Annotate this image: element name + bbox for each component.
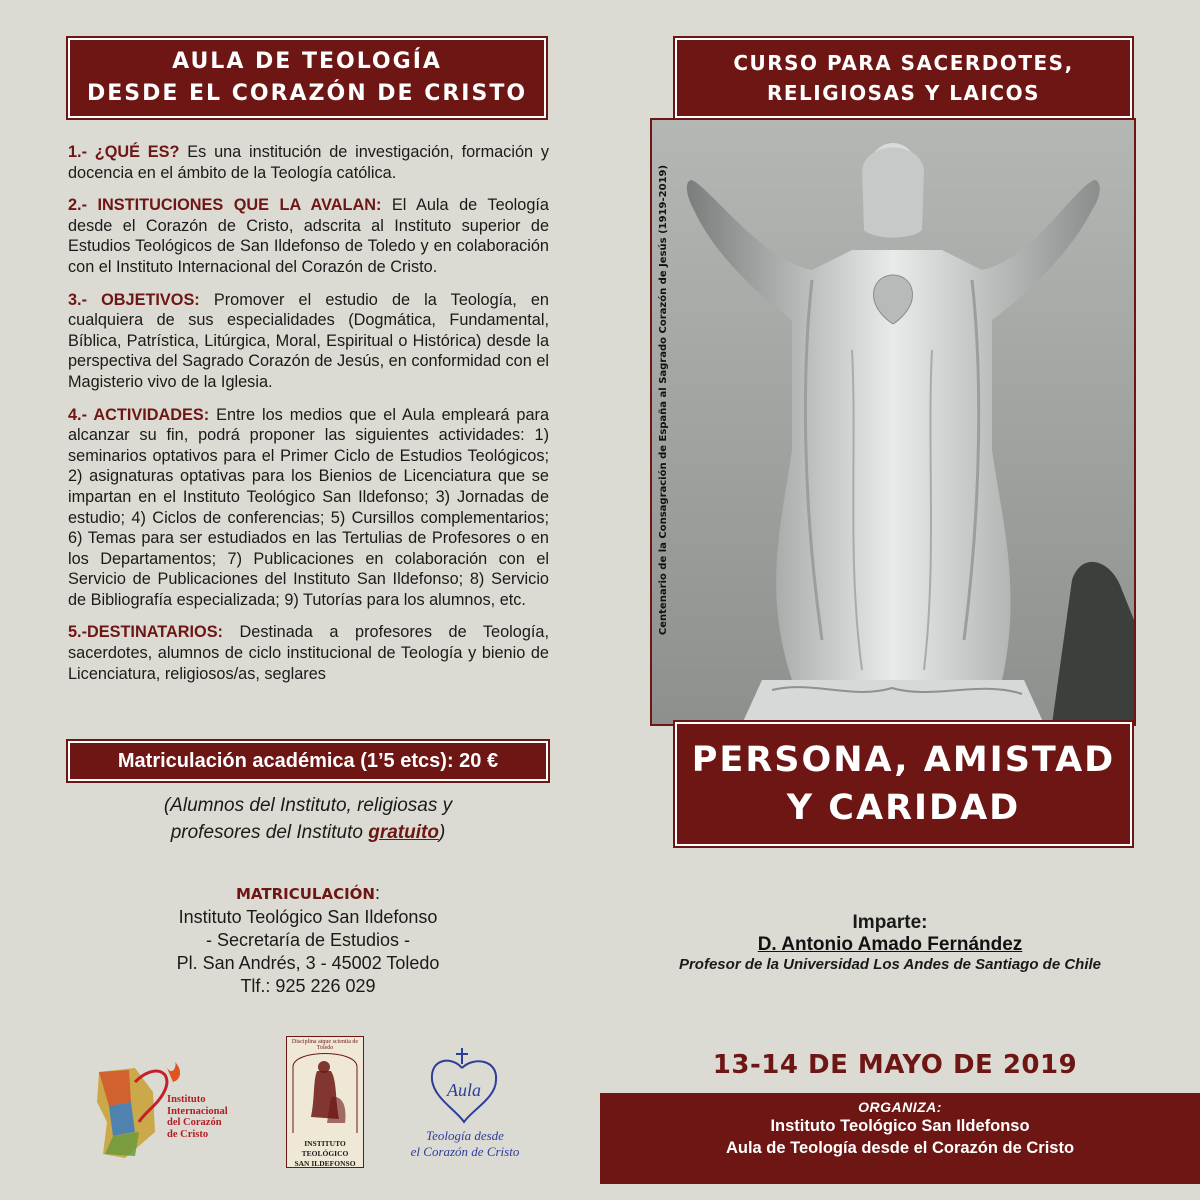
- organiza-line: Instituto Teológico San Ildefonso: [770, 1117, 1030, 1135]
- matriculacion-block: MATRICULACIÓN: Instituto Teológico San Ildefonso - Secretaría de Estudios - Pl. San Andrés, 3 - 45002 Toledo Tlf.: 925 226 029: [68, 882, 548, 998]
- seal-logo-icon: [287, 1037, 363, 1137]
- side-caption: Centenario de la Consagración de España al Sagrado Corazón de Jesús (1919-2019): [658, 164, 669, 636]
- right-header-line1: CURSO PARA SACERDOTES,: [733, 51, 1074, 75]
- matriculacion-line: Tlf.: 925 226 029: [240, 976, 376, 996]
- info-sections: [68, 142, 549, 696]
- section-text: Entre los medios que el Aula empleará para alcanzar su fin, podrá proponer las siguientes actividades: 1) seminarios optativos para el Primer Ciclo de Estudios Teológicos; 2) asignaturas optativas para los Bienios de Licenciatura que se impartan en el Instituto Teológico San Ildefonso; 3) Jornadas de estudio; 4) Ciclos de conferencias; 5) Cursillos complementarios; 6) Temas para ser estudiados en las Tertulias de Profesores o en los Departamentos; 7) Publicaciones en colaboración con el Servicio de Publicaciones del Instituto San Ildefonso; 8) Servicio de Bibliografía especializada; 9) Tutorías para los alumnos, etc.: [68, 405, 549, 609]
- section-label: 4.- ACTIVIDADES:: [68, 405, 210, 424]
- fee-price: : 20 €: [446, 749, 499, 772]
- organiza-line: Aula de Teología desde el Corazón de Cristo: [725, 1139, 1075, 1157]
- section-text: El Aula de Teología desde el Corazón de Cristo, adscrita al Instituto superior de Estudios Teológicos de San Ildefonso de Toledo y en colaboración con el Instituto Internacional del Corazón de Cristo.: [68, 196, 549, 276]
- section-instituciones: [68, 195, 549, 277]
- speaker-block: [640, 912, 1140, 973]
- left-header: [68, 38, 546, 118]
- fee-note: (Alumnos del Instituto, religiosas y profesores del Instituto gratuito): [163, 795, 453, 843]
- section-label: 5.-DESTINATARIOS:: [68, 623, 223, 642]
- organiza-banner: [600, 1093, 1200, 1184]
- left-header-line1: AULA DE TEOLOGÍA: [172, 49, 442, 74]
- free-label: gratuito: [368, 822, 439, 843]
- instituto-internacional-logo: Instituto Internacional del Corazón de Cristo: [95, 1062, 255, 1162]
- organiza-label: ORGANIZA:: [858, 1099, 942, 1115]
- matriculacion-line: Instituto Teológico San Ildefonso: [178, 907, 438, 927]
- section-text: Promover el estudio de la Teología, en cualquiera de sus especialidades (Dogmática, Fundamental, Bíblica, Patrística, Litúrgica, Moral, Espiritual o Histórica) desde la perspectiva del Sagrado Corazón de Jesús, en conformidad con el Magisterio vivo de la Iglesia.: [68, 290, 549, 391]
- section-label: 2.- INSTITUCIONES QUE LA AVALAN:: [68, 196, 382, 215]
- section-que-es: [68, 142, 549, 183]
- section-text: Destinada a profesores de Teología, sacerdotes, alumnos de ciclo institucional de Teología y bienio de Licenciatura, religiosos/as, seglares: [68, 623, 549, 683]
- fee-label: Matriculación académica (1’5 etcs): [117, 749, 447, 772]
- event-date: 13-14 DE MAYO DE 2019: [712, 1050, 1078, 1080]
- course-title-line1: PERSONA, AMISTAD: [691, 740, 1116, 780]
- right-header-line2: RELIGIOSAS Y LAICOS: [766, 81, 1041, 105]
- speaker-role: Profesor de la Universidad Los Andes de Santiago de Chile: [678, 956, 1102, 973]
- instituto-teologico-seal: Disciplina atque scientia de Toledo INSTITUTO TEOLÓGICO SAN ILDEFONSO: [286, 1036, 364, 1168]
- section-actividades: [68, 405, 549, 611]
- left-header-line2: DESDE EL CORAZÓN DE CRISTO: [86, 81, 528, 106]
- statue-photo: [650, 118, 1136, 726]
- sacred-heart-statue-image: [652, 120, 1134, 724]
- fee-banner: [68, 741, 548, 781]
- matriculacion-label: MATRICULACIÓN: [236, 885, 375, 903]
- section-label: 1.- ¿QUÉ ES?: [68, 143, 180, 161]
- section-objetivos: [68, 290, 549, 393]
- section-destinatarios: [68, 622, 549, 684]
- speaker-name: D. Antonio Amado Fernández: [757, 934, 1023, 955]
- right-header: [675, 38, 1132, 118]
- fee-note-line1: Alumnos del Instituto, religiosas y: [170, 795, 453, 816]
- matriculacion-line: - Secretaría de Estudios -: [205, 930, 411, 950]
- section-text: Es una institución de investigación, formación y docencia en el ámbito de la Teología católica.: [68, 143, 549, 182]
- fee-note-line2: profesores del Instituto: [170, 822, 369, 843]
- aula-logo: Aula Teología desde el Corazón de Cristo: [400, 1046, 530, 1171]
- course-title-line2: Y CARIDAD: [786, 788, 1021, 828]
- course-title: [675, 722, 1132, 846]
- imparte-label: Imparte:: [852, 912, 928, 933]
- matriculacion-line: Pl. San Andrés, 3 - 45002 Toledo: [176, 953, 440, 973]
- section-label: 3.- OBJETIVOS:: [68, 290, 200, 309]
